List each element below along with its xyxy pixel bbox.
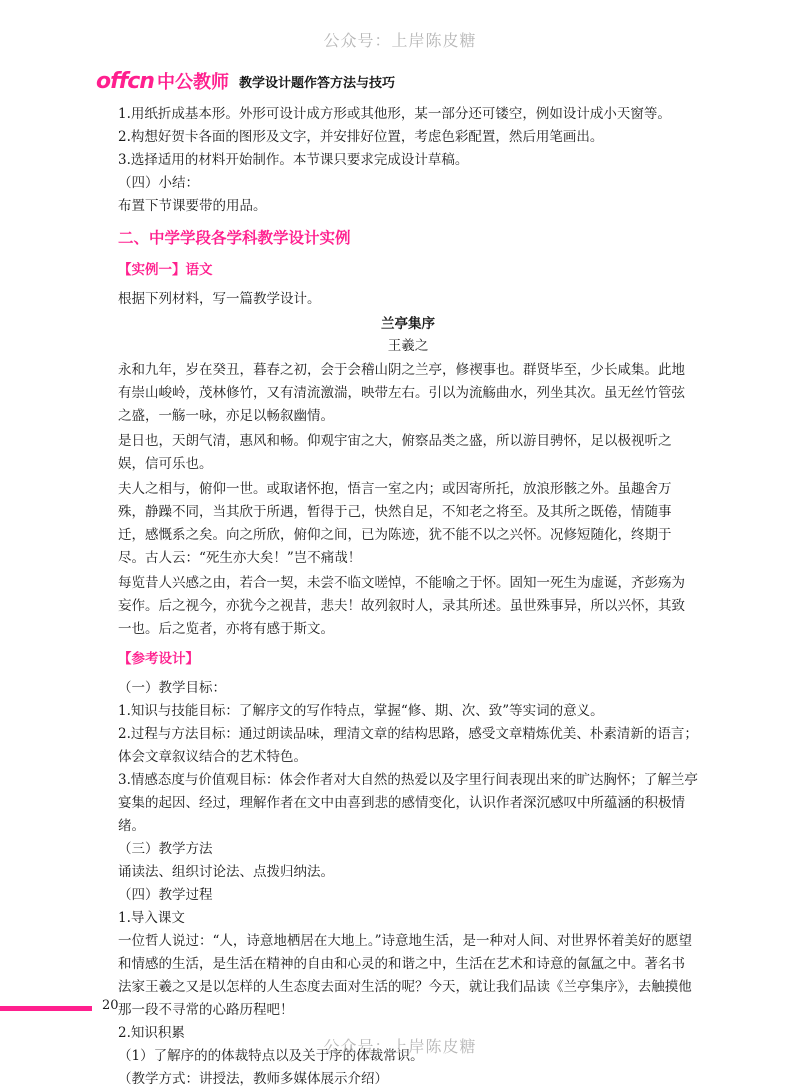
design-line: 1.导入课文 [118,910,185,926]
poem-paragraph: 是日也，天朗气清，惠风和畅。仰观宇宙之大，俯察品类之盛，所以游目骋怀，足以极视听之娱，信可乐也。 [118,433,672,472]
poem-title: 兰亭集序 [381,316,435,332]
page-number: 20 [102,998,119,1013]
watermark-bottom: 公众号：上岸陈皮糖 [323,1037,477,1056]
logo-latin: offcn [96,69,154,94]
design-line: 3.情感态度与价值观目标：体会作者对大自然的热爱以及字里行间表现出来的旷达胸怀；了解兰亭宴集的起因、经过，理解作者在文中由喜到悲的感情变化，认识作者深沉感叹中所蕴涵的积极情绪。 [118,772,698,834]
design-line: 诵读法、组织讨论法、点拨归纳法。 [118,864,334,880]
instruction: 根据下列材料，写一篇教学设计。 [118,291,321,307]
design-line: （1）了解序的的体裁特点以及关于序的体裁常识。 [118,1048,424,1064]
poem-paragraph: 夫人之相与，俯仰一世。或取诸怀抱，悟言一室之内；或因寄所托，放浪形骸之外。虽趣舍万殊，静躁不同，当其欣于所遇，暂得于己，快然自足，不知老之将至。及其所之既倦，情随事迁，感慨系之矣。向之所欣，俯仰之间，已为陈迹，犹不能不以之兴怀。况修短随化，终期于尽。古人云：“死生亦大矣！”岂不痛哉！ [118,481,672,566]
page-header [96,66,395,96]
design-line: 2.知识积累 [118,1025,185,1041]
design-line: 一位哲人说过：“人，诗意地栖居在大地上。”诗意地生活，是一种对人间、对世界怀着美好的愿望和情感的生活，是生活在精神的自由和心灵的和谐之中，生活在艺术和诗意的氤氲之中。著名书法家王羲之又是以怎样的人生态度去面对生活的呢？今天，就让我们品读《兰亭集序》，去触摸他那一段不寻常的心路历程吧！ [118,933,693,1018]
intro-line: 布置下节课要带的用品。 [118,198,267,214]
design-line: （三）教学方法 [118,841,213,857]
design-line: （教学方式：讲授法，教师多媒体展示介绍） [118,1071,388,1087]
poem-paragraph: 永和九年，岁在癸丑，暮春之初，会于会稽山阴之兰亭，修禊事也。群贤毕至，少长咸集。此地有崇山峻岭，茂林修竹，又有清流激湍，映带左右。引以为流觞曲水，列坐其次。虽无丝竹管弦之盛，一觞一咏，亦足以畅叙幽情。 [118,362,685,424]
intro-line: 1.用纸折成基本形。外形可设计成方形或其他形，某一部分还可镂空，例如设计成小天窗等。 [118,106,671,122]
poem-paragraph: 每览昔人兴感之由，若合一契，未尝不临文嗟悼，不能喻之于怀。固知一死生为虚诞，齐彭殇为妄作。后之视今，亦犹今之视昔，悲夫！故列叙时人，录其所述。虽世殊事异，所以兴怀，其致一也。后之览者，亦将有感于斯文。 [118,575,685,637]
intro-line: 3.选择适用的材料开始制作。本节课只要求完成设计草稿。 [118,152,469,168]
design-line: 2.过程与方法目标：通过朗读品味，理清文章的结构思路，感受文章精炼优美、朴素清新的语言；体会文章叙议结合的艺术特色。 [118,726,698,765]
watermark-top: 公众号：上岸陈皮糖 [323,31,477,50]
intro-line: （四）小结： [118,175,199,191]
logo-chinese: 中公教师 [156,72,229,93]
section-title: 二、中学学段各学科教学设计实例 [118,229,351,247]
offcn-logo [96,68,229,94]
page-number-bar [0,1006,92,1011]
reference-tag: 【参考设计】 [118,651,199,667]
design-line: （四）教学过程 [118,887,213,903]
poem-author: 王羲之 [387,338,429,354]
intro-line: 2.构想好贺卡各面的图形及文字，并安排好位置，考虑色彩配置，然后用笔画出。 [118,129,604,145]
design-line: （一）教学目标： [118,680,226,696]
example-tag: 【实例一】语文 [118,262,213,278]
header-title: 教学设计题作答方法与技巧 [238,75,395,91]
page-content [118,103,698,1091]
design-line: 1.知识与技能目标：了解序文的写作特点，掌握“修、期、次、致”等实词的意义。 [118,703,604,719]
